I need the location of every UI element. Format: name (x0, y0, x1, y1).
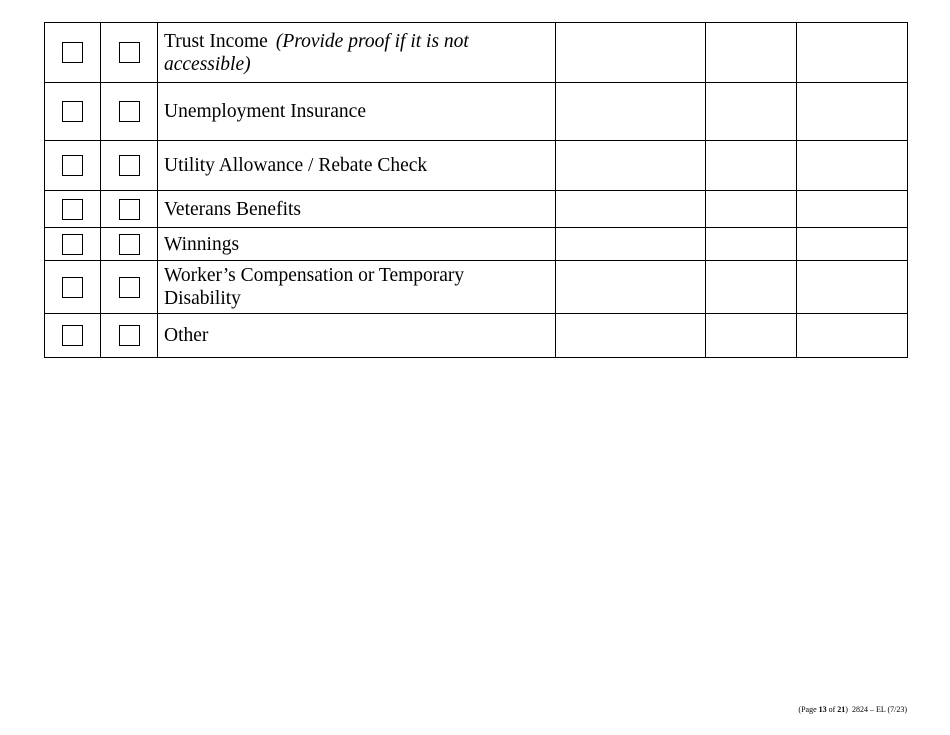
entry-cell-3[interactable] (797, 141, 908, 191)
page-prefix: (Page (798, 705, 819, 714)
table-row (45, 83, 908, 141)
checkbox-cell-b (101, 261, 158, 314)
checkbox-cell-b (101, 228, 158, 261)
entry-cell-3[interactable] (797, 261, 908, 314)
page-of: of (826, 705, 838, 714)
checkbox-cell-b (101, 314, 158, 358)
checkbox-b[interactable] (119, 199, 140, 220)
income-type-cell (158, 228, 556, 261)
income-type-label: Winnings (164, 233, 240, 255)
checkbox-cell-b (101, 23, 158, 83)
entry-cell-2[interactable] (706, 141, 797, 191)
entry-cell-2[interactable] (706, 191, 797, 228)
page-total: 21 (837, 705, 846, 714)
table-row (45, 314, 908, 358)
income-type-cell (158, 261, 556, 314)
entry-cell-2[interactable] (706, 23, 797, 83)
income-type-label-line2: Disability (164, 288, 241, 309)
entry-cell-2[interactable] (706, 261, 797, 314)
checkbox-cell-b (101, 83, 158, 141)
checkbox-cell-b (101, 141, 158, 191)
page-suffix: ) (845, 705, 848, 714)
checkbox-b[interactable] (119, 234, 140, 255)
table-row (45, 228, 908, 261)
entry-cell-1[interactable] (556, 191, 706, 228)
income-type-cell (158, 191, 556, 228)
income-sources-table (44, 22, 908, 358)
checkbox-a[interactable] (62, 325, 83, 346)
checkbox-b[interactable] (119, 155, 140, 176)
entry-cell-3[interactable] (797, 191, 908, 228)
income-type-cell (158, 83, 556, 141)
entry-cell-1[interactable] (556, 314, 706, 358)
page-current: 13 (818, 705, 827, 714)
table-row (45, 261, 908, 314)
entry-cell-3[interactable] (797, 23, 908, 83)
checkbox-cell-a (45, 261, 101, 314)
entry-cell-1[interactable] (556, 261, 706, 314)
income-type-label: Unemployment Insurance (164, 101, 366, 122)
table-row (45, 191, 908, 228)
income-type-note-line2: accessible) (164, 53, 251, 75)
page-footer (798, 705, 907, 715)
entry-cell-3[interactable] (797, 314, 908, 358)
entry-cell-3[interactable] (797, 83, 908, 141)
checkbox-a[interactable] (62, 277, 83, 298)
entry-cell-1[interactable] (556, 141, 706, 191)
checkbox-cell-a (45, 141, 101, 191)
table-row (45, 141, 908, 191)
checkbox-a[interactable] (62, 199, 83, 220)
income-type-label: Utility Allowance / Rebate Check (164, 155, 428, 176)
checkbox-b[interactable] (119, 101, 140, 122)
checkbox-a[interactable] (62, 234, 83, 255)
table-row (45, 23, 908, 83)
income-type-cell (158, 314, 556, 358)
form-id: 2824 – EL (7/23) (847, 705, 907, 714)
checkbox-cell-a (45, 83, 101, 141)
checkbox-b[interactable] (119, 277, 140, 298)
checkbox-cell-a (45, 191, 101, 228)
checkbox-b[interactable] (119, 325, 140, 346)
income-type-label: Trust Income (164, 30, 268, 52)
entry-cell-2[interactable] (706, 228, 797, 261)
checkbox-a[interactable] (62, 42, 83, 63)
checkbox-b[interactable] (119, 42, 140, 63)
checkbox-cell-a (45, 314, 101, 358)
income-type-cell (158, 141, 556, 191)
entry-cell-2[interactable] (706, 314, 797, 358)
checkbox-a[interactable] (62, 101, 83, 122)
entry-cell-1[interactable] (556, 83, 706, 141)
income-type-label: Worker’s Compensation or Temporary (164, 265, 465, 286)
entry-cell-3[interactable] (797, 228, 908, 261)
entry-cell-2[interactable] (706, 83, 797, 141)
income-type-cell (158, 23, 556, 83)
checkbox-a[interactable] (62, 155, 83, 176)
entry-cell-1[interactable] (556, 228, 706, 261)
checkbox-cell-a (45, 228, 101, 261)
entry-cell-1[interactable] (556, 23, 706, 83)
checkbox-cell-b (101, 191, 158, 228)
checkbox-cell-a (45, 23, 101, 83)
income-type-label: Other (164, 325, 209, 346)
income-type-note: (Provide proof if it is not (275, 30, 469, 52)
income-type-label: Veterans Benefits (164, 198, 301, 220)
